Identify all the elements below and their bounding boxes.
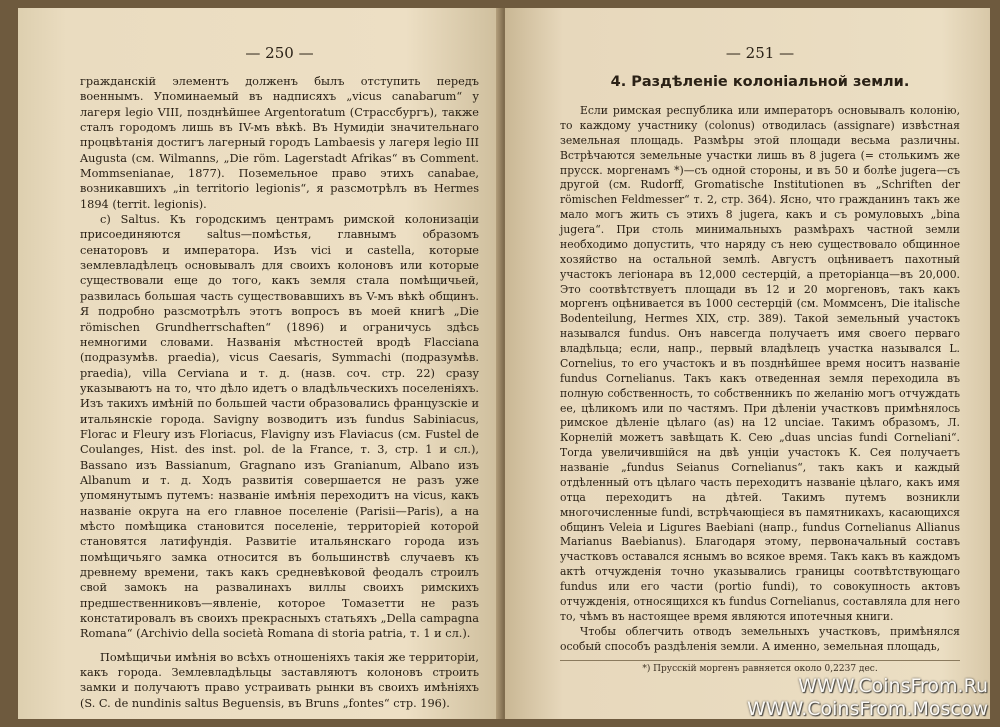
left-paragraph-2: c) Saltus. Къ городскимъ центрамъ римской колонизаціи присоединяются saltus—помѣстья, главнымъ образомъ сенаторовъ и императора. Изъ vici и castella, которые землевладѣлецъ основывалъ для своихъ колоновъ или которые существовали еще до того, какъ земля стала помѣщичьей, развилась большая часть существовавшихъ въ V-мъ вѣкѣ общинъ. Я подробно разсмотрѣлъ этотъ вопросъ въ моей книгѣ „Die römischen Grundherrschaften“ (1896) и ограничусь здѣсь немногими словами. Названія мѣстностей вродѣ Flacciana (подразумѣв. praedia), vicus Caesaris, Symmachi (подразумѣв. praedia), villa Cerviana и т. д. (назв. соч. стр. 22) сразу указываютъ на то, что дѣло идетъ о владѣльческихъ поселеніяхъ. Изъ такихъ имѣній по большей части образовались французскіе и итальянскіе города. Savigny возводитъ изъ fundus Sabiniacus, Florac и Fleury изъ Floriacus, Flavigny изъ Flaviacus (см. Fustel de Coulanges, Hist. des inst. pol. de la France, т. 3, стр. 1 и сл.), Bassano изъ Bassianum, Gragnano изъ Granianum, Albano изъ Albanum и т. д. Ходъ развитія совершается не разъ уже упомянутымъ путемъ: названіе имѣнія переходитъ на vicus, какъ названіе округа на его главное поселеніе (Parisii—Paris), а на мѣсто помѣщика становится поселеніе, территоріей которой становятся латифундія. Развитіе итальянскаго города изъ помѣщичьяго замка относится въ большинствѣ случаевъ къ древнему времени, такъ какъ средневѣковой феодалъ строилъ свой замокъ на развалинахъ виллы своихъ римскихъ предшественниковъ—явленіе, которое Томазетти не разъ констатировалъ въ своихъ прекрасныхъ статьяхъ „Della campagna Romana“ (Archivio della società Romana di storia patria, т. 1 и сл.).	[80, 213, 479, 641]
footnote: *) Прусскій моргенъ равняется около 0,2237 дес.	[560, 660, 960, 674]
right-paragraph-1: Если римская республика или императоръ основывалъ колонію, то каждому участнику (colonus) отводилась (assignare) извѣстная земельная площадь. Размѣры этой площади весьма различны. Встрѣчаются земельные участки лишь въ 8 jugera (= столькимъ же прусск. моргенамъ *)—съ одной стороны, и въ 50 и болѣе jugera—съ другой (см. Rudorff, Gromatische Institutionen въ „Schriften der römischen Feldmesser“ т. 2, стр. 364). Ясно, что гражданинъ такъ же мало могъ жить съ этихъ 8 jugera, какъ и съ ромуловыхъ „bina jugera“. При столь минимальныхъ размѣрахъ частной земли необходимо допустить, что наряду съ нею существовало общинное хозяйство на остальной землѣ. Августъ оцѣниваетъ пахотный участокъ легіонара въ 12,000 сестерцій, а преторіанца—въ 20,000. Это соотвѣтствуетъ площади въ 12 и 20 моргеновъ, такъ какъ моргенъ оцѣнивается въ 1000 сестерцій (см. Моммсенъ, Die italische Bodenteilung, Hermes XIX, стр. 389). Такой земельный участокъ назывался fundus. Онъ навсегда получаетъ имя своего перваго владѣльца; если, напр., первый владѣлецъ участка назывался L. Cornelius, то его участокъ и въ позднѣйшее время носитъ названіе fundus Cornelianus. Такъ какъ отведенная земля переходила въ полную собственность, то собственникъ по желанію могъ отчуждать ее, цѣликомъ или по частямъ. При дѣленіи участковъ примѣнялось римское дѣленіе цѣлаго (as) на 12 unciae. Такимъ образомъ, Л. Корнелій можетъ завѣщать К. Сею „duas uncias fundi Corneliani“. Тогда увеличившійся на двѣ унціи участокъ К. Сея получаетъ названіе „fundus Seianus Cornelianus“, такъ какъ и каждый отдѣленный отъ цѣлаго часть переходитъ названіе цѣлаго, какъ имя отца переходитъ на дѣтей. Такимъ путемъ возникли многочисленные fundi, встрѣчающіеся въ памятникахъ, касающихся общинъ Veleia и Ligures Baebiani (напр., fundus Cornelianus Allianus Marianus Baebianus). Благодаря этому, первоначальный составъ участковъ оставался яснымъ во всякое время. Такъ какъ въ каждомъ актѣ отчужденія точно указывались границы соотвѣтствующаго fundus или его части (portio fundi), то совокупность актовъ отчужденія, относящихся къ fundus Cornelianus, составляла для него то, чѣмъ въ настоящее время являются ипотечныя книги.	[560, 104, 960, 623]
section-heading: 4. Раздѣленіе колоніальной земли.	[610, 74, 910, 90]
left-paragraph-1: гражданскій элементъ долженъ былъ отступить передъ военнымъ. Упоминаемый въ надписяхъ „vicus canabarum“ у лагеря legio VIII, позднѣйшее Argentoratum (Страссбургъ), также сталъ городомъ лишь въ IV-мъ вѣкѣ. Въ Нумидіи значительнаго процвѣтанія достигъ лагерный городъ Lambaesis у лагеря legio III Augusta (см. Wilmanns, „Die röm. Lagerstadt Afrikas“ въ Comment. Mommsenianae, 1877). Поземельное право этихъ canabae, возникавшихъ „in territorio legionis“, я разсмотрѣлъ въ Hermes 1894 (territ. legionis).	[80, 75, 479, 211]
page-number-right: — 251 —	[725, 44, 795, 62]
right-page-text	[560, 104, 960, 654]
right-page	[505, 8, 990, 719]
watermark-line-1: WWW.CoinsFrom.Ru	[798, 675, 988, 697]
left-page-text	[80, 74, 479, 711]
watermark	[747, 675, 988, 721]
page-number-left: — 250 —	[245, 44, 314, 62]
left-paragraph-3: Помѣщичьи имѣнія во всѣхъ отношеніяхъ такія же территоріи, какъ города. Землевладѣльцы заставляютъ колоновъ строить замки и получаютъ право устраивать рынки въ своихъ имѣніяхъ (S. C. de nundinis saltus Beguensis, въ Bruns „fontes“ стр. 196).	[80, 650, 479, 710]
left-page	[18, 8, 503, 719]
right-paragraph-2: Чтобы облегчить отводъ земельныхъ участковъ, примѣнялся особый способъ раздѣленія земли. А именно, земельная площадь,	[560, 624, 960, 653]
watermark-line-2: WWW.CoinsFrom.Moscow	[747, 698, 988, 720]
